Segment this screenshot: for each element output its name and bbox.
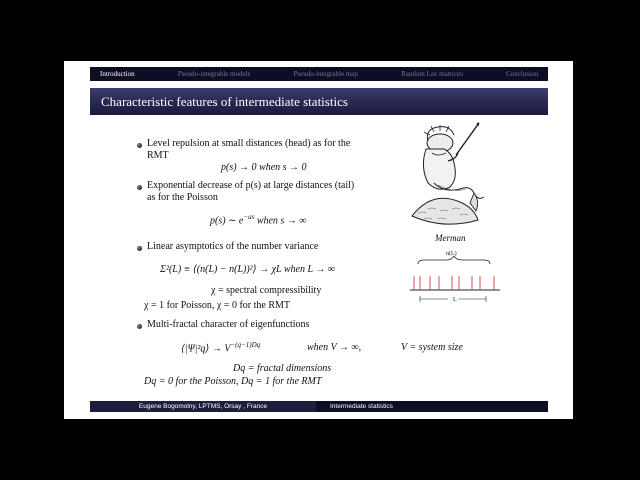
- dq-values: Dq = 0 for the Poisson, Dq = 1 for the RMT: [144, 376, 322, 387]
- nav-item-pseudo-integrable-map[interactable]: Pseudo-integrable map: [293, 70, 358, 78]
- nav-item-conclusion[interactable]: Conclusion: [506, 70, 538, 78]
- bullet-dot: [137, 143, 142, 148]
- nav-item-introduction[interactable]: Introduction: [100, 70, 135, 78]
- equation-when: when V → ∞,: [307, 342, 362, 353]
- equation-multifractal: [181, 341, 260, 354]
- equation-head: p(s) → 0 when s → 0: [221, 162, 307, 173]
- chi-values: χ = 1 for Poisson, χ = 0 for the RMT: [144, 300, 290, 311]
- bullet-dot: [137, 246, 142, 251]
- chi-definition: χ = spectral compressibility: [211, 285, 322, 296]
- slide-title: Characteristic features of intermediate statistics: [101, 94, 348, 109]
- footer-talk-title: Intermediate statistics: [330, 403, 393, 410]
- merman-caption: Merman: [435, 233, 466, 243]
- bullet-1-text-cont: RMT: [147, 150, 169, 161]
- footer-bar: [90, 401, 548, 412]
- bullet-1-text: Level repulsion at small distances (head) as for the: [147, 138, 351, 149]
- footer-author: Eugene Bogomolny, LPTMS, Orsay , France: [90, 401, 316, 412]
- equation-multifractal-exponent: −(q−1)Dq: [230, 341, 261, 349]
- merman-illustration: [408, 121, 488, 226]
- nav-bar: [90, 67, 548, 81]
- equation-tail-main: p(s) ∼ e: [210, 215, 244, 227]
- bullet-2-text-cont: as for the Poisson: [147, 192, 218, 203]
- slide: [64, 61, 573, 419]
- L-label: L: [453, 297, 457, 303]
- equation-tail: [210, 213, 306, 226]
- equation-number-variance: Σ²(L) ≡ ⟨(n(L) − n(L))²⟩ → χL when L → ∞: [160, 264, 335, 275]
- dq-definition: Dq = fractal dimensions: [233, 363, 332, 374]
- title-bar: [90, 88, 548, 115]
- bullet-dot: [137, 185, 142, 190]
- equation-tail-exponent: −as: [243, 213, 255, 221]
- bullet-2-text: Exponential decrease of p(s) at large distances (tail): [147, 180, 355, 191]
- bullet-4-text: Multi-fractal character of eigenfunctions: [147, 319, 310, 330]
- system-size-label: V = system size: [401, 342, 463, 353]
- nav-item-random-lax-matrices[interactable]: Random Lax matrices: [401, 70, 463, 78]
- equation-tail-when: when s → ∞: [254, 215, 307, 227]
- nav-item-pseudo-integrable-models[interactable]: Pseudo-integrable models: [177, 70, 251, 78]
- bullet-dot: [137, 324, 142, 329]
- bullet-3-text: Linear asymptotics of the number variance: [147, 241, 319, 252]
- nL-label: n(L): [446, 251, 457, 257]
- equation-multifractal-main: ⟨|Ψ|²q⟩ → V: [181, 343, 231, 355]
